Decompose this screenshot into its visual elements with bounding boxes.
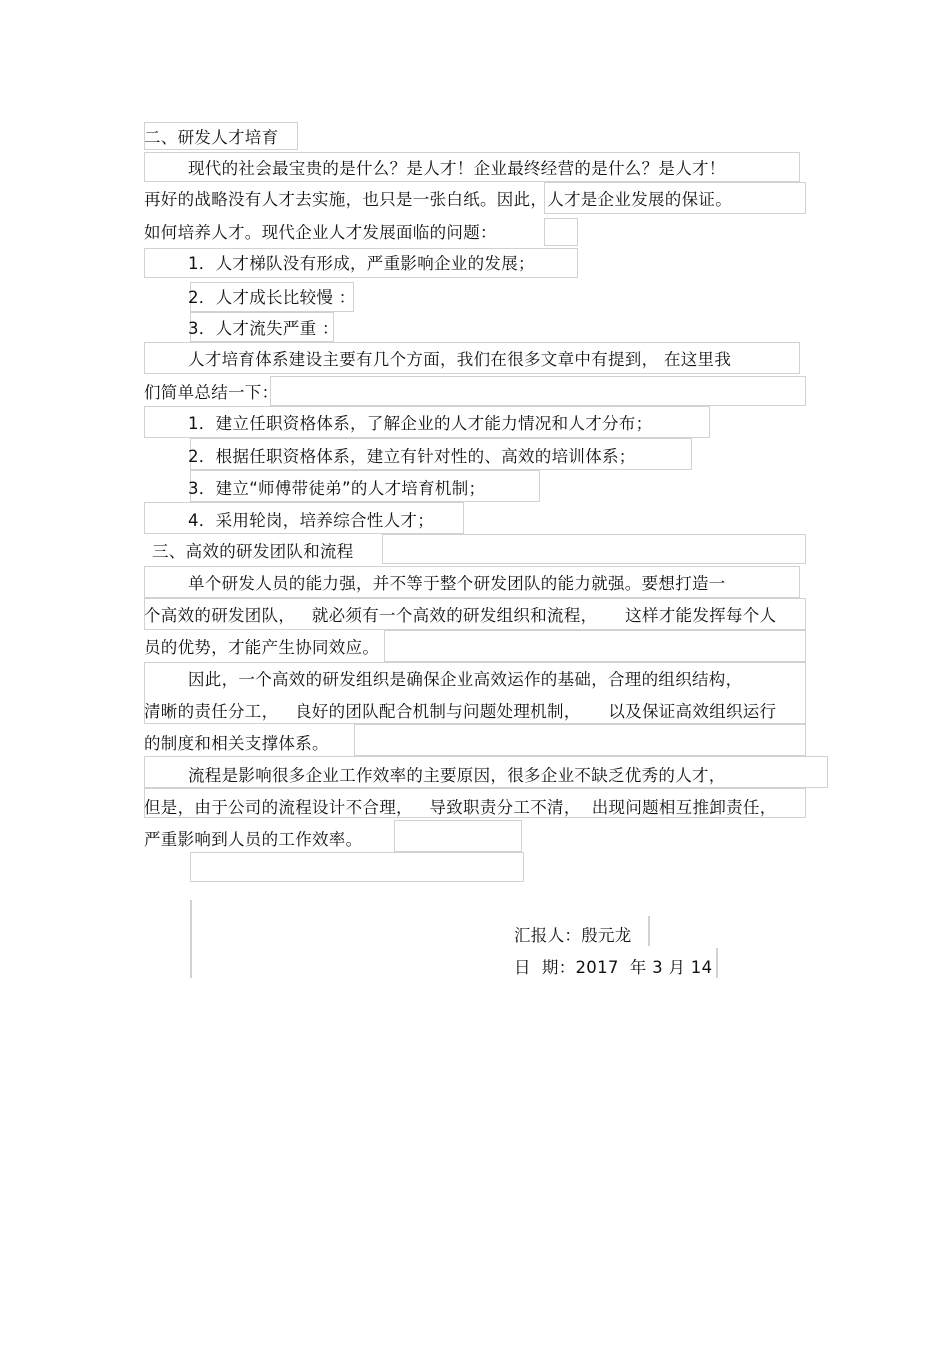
- layout-frame: [270, 376, 806, 406]
- layout-frame: [190, 852, 524, 882]
- paragraph-line: 但是，由于公司的流程设计不合理， 导致职责分工不清， 出现问题相互推卸责任，: [144, 798, 777, 817]
- layout-frame: [544, 218, 578, 246]
- list-item: 1．人才梯队没有形成，严重影响企业的发展；: [188, 254, 535, 273]
- paragraph-line: 的制度和相关支撑体系。: [144, 734, 329, 753]
- paragraph-line: 如何培养人才。现代企业人才发展面临的问题：: [144, 223, 497, 242]
- paragraph-line: 单个研发人员的能力强，并不等于整个研发团队的能力就强。要想打造一: [188, 574, 726, 593]
- layout-frame: [384, 630, 806, 662]
- paragraph-line: 因此，一个高效的研发组织是确保企业高效运作的基础，合理的组织结构，: [188, 670, 743, 689]
- paragraph-line: 清晰的责任分工， 良好的团队配合机制与问题处理机制， 以及保证高效组织运行: [144, 702, 777, 721]
- layout-frame: [716, 948, 718, 978]
- layout-frame: [354, 724, 806, 756]
- section-heading: 三、高效的研发团队和流程: [152, 542, 354, 561]
- list-item: 3．建立“师傅带徒弟”的人才培育机制；: [188, 479, 486, 498]
- layout-frame: [382, 534, 806, 564]
- report-date: 日 期：2017 年 3 月 14: [514, 958, 713, 977]
- layout-frame: [648, 916, 650, 946]
- list-item: 2．根据任职资格体系，建立有针对性的、高效的培训体系；: [188, 447, 636, 466]
- paragraph-line: 们简单总结一下：: [144, 383, 279, 402]
- reporter-name: 汇报人：殷元龙: [514, 926, 632, 945]
- paragraph-line: 严重影响到人员的工作效率。: [144, 830, 363, 849]
- list-item: 3．人才流失严重 ：: [188, 319, 339, 338]
- paragraph-line: 员的优势，才能产生协同效应。: [144, 638, 380, 657]
- layout-frame: [394, 820, 522, 852]
- paragraph-line: 流程是影响很多企业工作效率的主要原因，很多企业不缺乏优秀的人才，: [188, 766, 726, 785]
- list-item: 2．人才成长比较慢 ：: [188, 288, 356, 307]
- list-item: 4．采用轮岗，培养综合性人才；: [188, 511, 434, 530]
- paragraph-line: 现代的社会最宝贵的是什么？是人才！企业最终经营的是什么？是人才！: [188, 159, 726, 178]
- layout-frame: [190, 900, 192, 978]
- paragraph-line: 再好的战略没有人才去实施，也只是一张白纸。因此，人才是企业发展的保证。: [144, 190, 732, 209]
- list-item: 1．建立任职资格体系，了解企业的人才能力情况和人才分布；: [188, 414, 653, 433]
- paragraph-line: 人才培育体系建设主要有几个方面，我们在很多文章中有提到， 在这里我: [188, 350, 732, 369]
- paragraph-line: 个高效的研发团队， 就必须有一个高效的研发组织和流程， 这样才能发挥每个人: [144, 606, 777, 625]
- section-heading: 二、研发人才培育: [144, 128, 279, 147]
